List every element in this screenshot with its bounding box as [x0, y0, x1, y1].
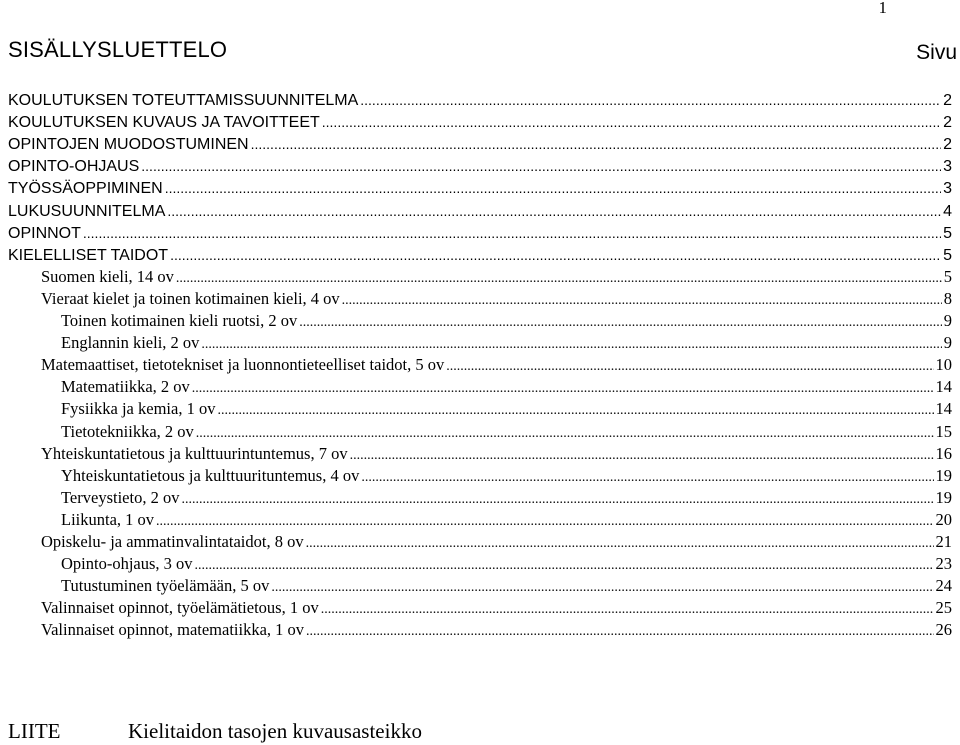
toc-leader-dots	[251, 133, 941, 155]
toc-entry-title: OPINNOT	[8, 224, 81, 242]
toc-entry[interactable]	[0, 288, 960, 310]
toc-entry[interactable]	[0, 200, 960, 222]
toc-entry-page: 9	[943, 311, 952, 330]
toc-leader-dots	[322, 111, 941, 133]
toc-leader-dots	[83, 222, 941, 244]
toc-leader-dots	[181, 489, 933, 511]
toc-entry-page: 9	[943, 333, 952, 353]
toc-entry-title: Englannin kieli, 2 ov	[61, 333, 200, 353]
toc-entry-title: TYÖSSÄOPPIMINEN	[8, 180, 163, 198]
toc-leader-dots	[195, 555, 934, 577]
toc-leader-dots	[141, 155, 941, 177]
toc-entry-title: KOULUTUKSEN KUVAUS JA TAVOITTEET	[8, 114, 320, 132]
toc-leader-dots	[446, 356, 933, 378]
toc-leader-dots	[306, 533, 934, 555]
toc-entry[interactable]	[0, 421, 960, 443]
toc-entry[interactable]	[0, 553, 960, 575]
toc-entry-page: 10	[935, 355, 952, 375]
toc-entry-page: 19	[935, 487, 952, 507]
toc-entry[interactable]	[0, 376, 960, 398]
toc-entry-title: Fysiikka ja kemia, 1 ov	[61, 399, 216, 419]
toc-entry-page: 3	[943, 180, 952, 198]
toc-leader-dots	[196, 423, 934, 445]
toc-entry-title: Matemaattiset, tietotekniset ja luonnontieteelliset taidot, 5 ov	[41, 355, 445, 375]
toc-entry[interactable]	[0, 177, 960, 199]
toc-entry[interactable]	[0, 531, 960, 553]
toc-entry-title: Vieraat kielet ja toinen kotimainen kieli, 4 ov	[41, 288, 340, 308]
toc-leader-dots	[361, 467, 933, 489]
toc-entry[interactable]	[0, 619, 960, 641]
appendix-title: Kielitaidon tasojen kuvausasteikko	[128, 719, 422, 743]
toc-entry[interactable]	[0, 597, 960, 619]
toc-leader-dots	[299, 312, 942, 334]
toc-entry-title: KIELELLISET TAIDOT	[8, 246, 169, 264]
toc-entry-title: Opiskelu- ja ammatinvalintataidot, 8 ov	[41, 532, 304, 551]
toc-entry[interactable]	[0, 133, 960, 155]
toc-entry-page: 24	[935, 576, 952, 596]
toc-leader-dots	[170, 244, 941, 266]
toc-leader-dots	[201, 334, 941, 356]
toc-entry-page: 2	[943, 136, 952, 154]
toc-entry[interactable]	[0, 310, 960, 332]
toc-leader-dots	[167, 200, 941, 222]
toc-leader-dots	[176, 268, 942, 290]
toc-entry-title: Valinnaiset opinnot, työelämätietous, 1 ov	[41, 598, 319, 618]
toc-entry-title: Tietotekniikka, 2 ov	[61, 421, 194, 441]
toc-entry-page: 14	[935, 399, 952, 419]
appendix-label: LIITE	[8, 719, 61, 743]
toc-entry-page: 19	[935, 465, 952, 485]
toc-entry-page: 5	[943, 246, 952, 264]
toc-entry-page: 2	[943, 92, 952, 109]
toc-entry[interactable]	[0, 443, 960, 465]
toc-entry[interactable]	[0, 222, 960, 244]
toc-entry-page: 8	[943, 288, 952, 308]
toc-entry[interactable]	[0, 244, 960, 266]
toc-entry[interactable]	[0, 575, 960, 597]
toc-entry[interactable]	[0, 89, 960, 111]
toc-entry-page: 21	[935, 532, 952, 551]
toc-entry-title: Yhteiskuntatietous ja kulttuurituntemus, 4 ov	[61, 465, 360, 485]
toc-entry-title: Matematiikka, 2 ov	[61, 377, 190, 397]
toc-entry-page: 5	[943, 224, 952, 242]
toc-entry[interactable]	[0, 509, 960, 531]
toc-entry-title: Tutustuminen työelämään, 5 ov	[61, 576, 270, 596]
toc-entry[interactable]	[0, 155, 960, 177]
toc-leader-dots	[321, 599, 934, 621]
toc-entry[interactable]	[0, 465, 960, 487]
toc-entry-page: 14	[935, 377, 952, 397]
toc-entry-title: OPINTOJEN MUODOSTUMINEN	[8, 136, 249, 154]
toc-entry-page: 4	[943, 202, 952, 220]
toc-entry[interactable]	[0, 332, 960, 354]
toc-entry-title: KOULUTUKSEN TOTEUTTAMISSUUNNITELMA	[8, 92, 359, 109]
toc-entry[interactable]	[0, 487, 960, 509]
page-number: 1	[878, 0, 887, 17]
toc-entry-page: 25	[935, 598, 952, 618]
toc-entry-title: Terveystieto, 2 ov	[61, 487, 180, 507]
toc-entry-page: 2	[943, 114, 952, 132]
toc-entry-title: Toinen kotimainen kieli ruotsi, 2 ov	[61, 311, 298, 330]
toc-entry-title: Opinto-ohjaus, 3 ov	[61, 554, 193, 574]
toc-entry-title: Suomen kieli, 14 ov	[41, 266, 174, 286]
toc-entry-page: 20	[935, 509, 952, 529]
toc-entry-page: 5	[943, 266, 952, 286]
toc-entry-title: Liikunta, 1 ov	[61, 509, 155, 529]
page-column-label: Sivu	[916, 41, 957, 64]
toc-entry[interactable]	[0, 398, 960, 420]
toc-leader-dots	[306, 621, 933, 643]
toc-entry-page: 16	[935, 443, 952, 463]
toc-entry-title: Valinnaiset opinnot, matematiikka, 1 ov	[41, 620, 305, 640]
toc-entry-page: 23	[935, 554, 952, 574]
toc-entry-page: 3	[943, 158, 952, 176]
toc-entry-title: LUKUSUUNNITELMA	[8, 202, 166, 220]
toc-leader-dots	[156, 511, 933, 533]
toc-leader-dots	[217, 400, 933, 422]
toc-entry[interactable]	[0, 111, 960, 133]
toc-entry-page: 15	[935, 421, 952, 441]
toc-title: SISÄLLYSLUETTELO	[8, 37, 228, 62]
toc-leader-dots	[360, 89, 941, 111]
toc-leader-dots	[192, 378, 934, 400]
toc-entry[interactable]	[0, 266, 960, 288]
toc-leader-dots	[271, 577, 933, 599]
toc-leader-dots	[165, 177, 941, 199]
toc-entry-page: 26	[935, 620, 952, 640]
toc-entry-title: Yhteiskuntatietous ja kulttuurintuntemus, 7 ov	[41, 443, 348, 463]
toc-entry-title: OPINTO-OHJAUS	[8, 158, 140, 176]
toc-entry[interactable]	[0, 354, 960, 376]
toc-leader-dots	[350, 445, 934, 467]
toc-leader-dots	[342, 290, 942, 312]
